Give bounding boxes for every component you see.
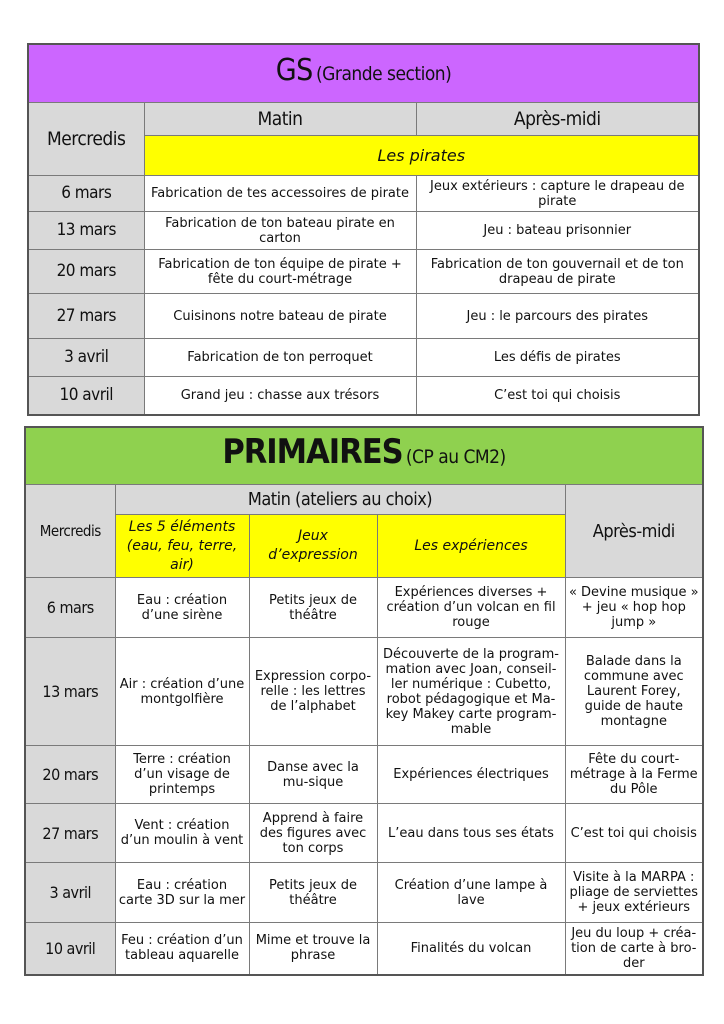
atelier-header-elements: Les 5 éléments (eau, feu, terre, air) — [115, 515, 249, 578]
atelier-elements-cell: Eau : création d’une sirène — [115, 578, 249, 638]
gs-matin-cell: Grand jeu : chasse aux trésors — [144, 377, 416, 415]
primaires-row — [25, 923, 703, 975]
gs-mercredis-header: Mercredis — [28, 103, 144, 176]
gs-matin-header: Matin — [144, 103, 416, 136]
primaires-date: 10 avril — [25, 923, 115, 975]
gs-apres-cell: Les défis de pirates — [416, 339, 699, 377]
gs-date: 27 mars — [28, 294, 144, 339]
atelier-experiences-cell: Expériences électriques — [377, 746, 565, 804]
gs-apres-header: Après-midi — [416, 103, 699, 136]
primaires-apres-cell: « Devine musique » + jeu « hop hop jump » — [565, 578, 703, 638]
atelier-expression-cell: Petits jeux de théâtre — [249, 863, 377, 923]
primaires-date: 3 avril — [25, 863, 115, 923]
primaires-matin-header: Matin (ateliers au choix) — [115, 485, 565, 515]
gs-schedule-table — [27, 43, 700, 416]
atelier-elements-cell: Terre : création d’un visage de printemps — [115, 746, 249, 804]
primaires-apres-cell: Fête du court-métrage à la Ferme du Pôle — [565, 746, 703, 804]
primaires-row — [25, 863, 703, 923]
gs-title — [28, 44, 699, 103]
primaires-date: 27 mars — [25, 804, 115, 863]
atelier-experiences-cell: Expériences diverses + création d’un volcan en fil rouge — [377, 578, 565, 638]
atelier-expression-cell: Danse avec la mu-sique — [249, 746, 377, 804]
gs-row — [28, 294, 699, 339]
primaires-date: 20 mars — [25, 746, 115, 804]
primaires-date: 13 mars — [25, 638, 115, 746]
primaires-mercredis-header: Mercredis — [25, 485, 115, 578]
atelier-experiences-cell: Finalités du volcan — [377, 923, 565, 975]
gs-row — [28, 250, 699, 294]
atelier-experiences-cell: Création d’une lampe à lave — [377, 863, 565, 923]
atelier-expression-cell: Petits jeux de théâtre — [249, 578, 377, 638]
gs-date: 20 mars — [28, 250, 144, 294]
primaires-title — [25, 427, 703, 485]
primaires-apres-cell: C’est toi qui choisis — [565, 804, 703, 863]
atelier-expression-cell: Mime et trouve la phrase — [249, 923, 377, 975]
gs-date: 10 avril — [28, 377, 144, 415]
atelier-expression-cell: Apprend à faire des figures avec ton corps — [249, 804, 377, 863]
gs-row — [28, 377, 699, 415]
primaires-apres-cell: Jeu du loup + créa-tion de carte à bro-der — [565, 923, 703, 975]
gs-theme: Les pirates — [144, 136, 699, 176]
atelier-header-experiences: Les expériences — [377, 515, 565, 578]
gs-row — [28, 339, 699, 377]
gs-matin-cell: Fabrication de ton bateau pirate en carton — [144, 212, 416, 250]
gs-title-sub: (Grande section) — [316, 63, 452, 85]
primaires-row — [25, 638, 703, 746]
primaires-row — [25, 578, 703, 638]
gs-matin-cell: Fabrication de ton équipe de pirate + fête du court-métrage — [144, 250, 416, 294]
gs-apres-cell: Jeu : bateau prisonnier — [416, 212, 699, 250]
atelier-experiences-cell: L’eau dans tous ses états — [377, 804, 565, 863]
atelier-elements-cell: Eau : création carte 3D sur la mer — [115, 863, 249, 923]
atelier-elements-cell: Air : création d’une montgolfière — [115, 638, 249, 746]
atelier-expression-cell: Expression corpo-relle : les lettres de l’alphabet — [249, 638, 377, 746]
gs-title-main: GS — [275, 53, 313, 88]
primaires-apres-cell: Visite à la MARPA : pliage de serviettes + jeux extérieurs — [565, 863, 703, 923]
primaires-row — [25, 746, 703, 804]
gs-matin-cell: Cuisinons notre bateau de pirate — [144, 294, 416, 339]
primaires-title-main: PRIMAIRES — [222, 432, 403, 472]
primaires-row — [25, 804, 703, 863]
atelier-header-expression: Jeux d’expression — [249, 515, 377, 578]
gs-date: 6 mars — [28, 176, 144, 212]
primaires-apres-cell: Balade dans la commune avec Laurent Forey, guide de haute montagne — [565, 638, 703, 746]
gs-apres-cell: C’est toi qui choisis — [416, 377, 699, 415]
gs-date: 3 avril — [28, 339, 144, 377]
primaires-apres-header: Après-midi — [565, 485, 703, 578]
primaires-title-sub: (CP au CM2) — [405, 446, 506, 468]
primaires-schedule-table — [24, 426, 704, 976]
gs-apres-cell: Fabrication de ton gouvernail et de ton drapeau de pirate — [416, 250, 699, 294]
gs-apres-cell: Jeu : le parcours des pirates — [416, 294, 699, 339]
gs-matin-cell: Fabrication de ton perroquet — [144, 339, 416, 377]
gs-row — [28, 176, 699, 212]
gs-apres-cell: Jeux extérieurs : capture le drapeau de pirate — [416, 176, 699, 212]
gs-row — [28, 212, 699, 250]
atelier-experiences-cell: Découverte de la program-mation avec Joan, conseil-ler numérique : Cubetto, robot pédagogique et Ma-key Makey carte program-mable — [377, 638, 565, 746]
primaires-date: 6 mars — [25, 578, 115, 638]
atelier-elements-cell: Feu : création d’un tableau aquarelle — [115, 923, 249, 975]
gs-date: 13 mars — [28, 212, 144, 250]
gs-matin-cell: Fabrication de tes accessoires de pirate — [144, 176, 416, 212]
atelier-elements-cell: Vent : création d’un moulin à vent — [115, 804, 249, 863]
